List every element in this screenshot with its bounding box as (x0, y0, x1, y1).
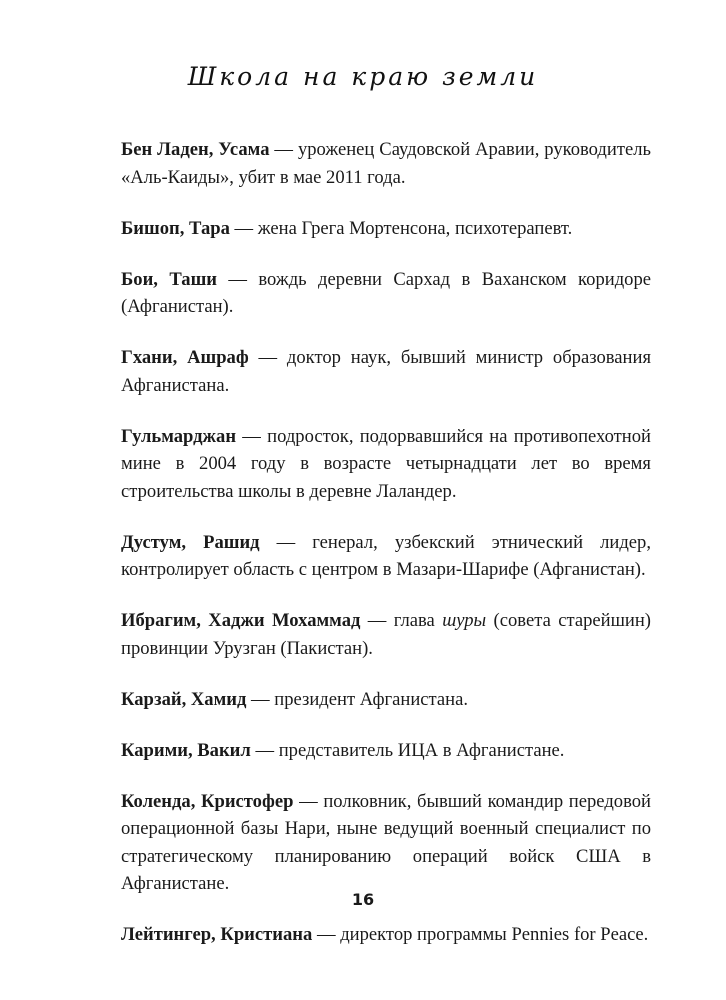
entry-name: Ибрагим, Хаджи Мохаммад (121, 610, 361, 631)
entry-name: Дустум, Рашид (121, 531, 260, 553)
entry-name: Коленда, Кристофер (121, 790, 294, 812)
entry-description: — полковник, бывший командир передовой операционной базы Нари, ныне ведущий военный специалист по стратегическому планированию операций войск США в Афганистане. (121, 790, 651, 894)
entry-name: Бен Ладен, Усама (121, 139, 270, 160)
entry-name: Карзай, Хамид (121, 688, 247, 710)
glossary-entries (121, 136, 651, 972)
entry-description: — генерал, узбекский этнический лидер, контролирует область с центром в Мазари-Шарифе (Афганистан). (121, 531, 651, 580)
glossary-entry (121, 136, 651, 191)
glossary-entry (121, 686, 651, 714)
entry-description: — подросток, подорвавшийся на противопехотной мине в 2004 году в возрасте четырнадцати лет во время строительства школы в деревне Лаландер. (121, 425, 651, 502)
entry-name: Бишоп, Тара (121, 217, 230, 239)
glossary-entry (121, 788, 651, 898)
glossary-entry (121, 423, 651, 506)
entry-name: Карими, Вакил (121, 739, 251, 761)
glossary-entry (121, 266, 651, 321)
page-number: 16 (351, 890, 375, 909)
glossary-entry (121, 921, 651, 949)
entry-description-cont: (совета старейшин) провинции Урузган (Пакистан). (121, 610, 652, 659)
entry-name: Гхани, Ашраф (121, 347, 249, 368)
entry-description: — жена Грега Мортенсона, психотерапевт. (229, 217, 573, 239)
entry-description: — представитель ИЦА в Афганистане. (250, 739, 565, 761)
entry-description: — вождь деревни Сархад в Ваханском коридоре (Афганистан). (121, 268, 651, 317)
entry-description: — доктор наук, бывший министр образования Афганистана. (121, 347, 652, 396)
entry-italic-term: шуры (442, 610, 487, 631)
glossary-entry (121, 529, 651, 584)
glossary-entry (121, 737, 651, 765)
glossary-entry (121, 215, 651, 243)
glossary-entry (121, 607, 651, 662)
entry-name: Гульмарджан (121, 425, 237, 447)
glossary-entry (121, 344, 651, 399)
running-head: Школа на краю земли (187, 62, 539, 91)
entry-name: Лейтингер, Кристиана (121, 924, 313, 945)
entry-description: — уроженец Саудовской Аравии, руководитель «Аль-Каиды», убит в мае 2011 года. (121, 139, 651, 188)
entry-description: — президент Афганистана. (246, 688, 468, 710)
entry-description: — глава (360, 610, 443, 631)
entry-name: Бои, Таши (121, 268, 217, 290)
entry-description: — директор программы Pennies for Peace. (312, 924, 649, 945)
